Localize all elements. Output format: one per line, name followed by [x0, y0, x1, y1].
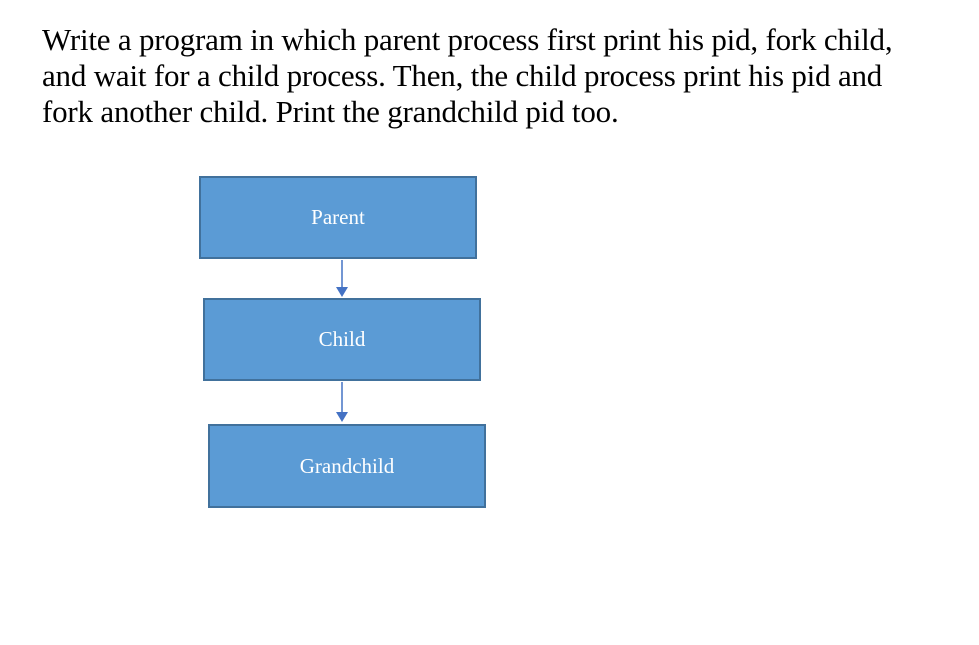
- grandchild-node: [208, 424, 486, 508]
- prompt-line-2: and wait for a child process. Then, the child process print his pid and: [42, 58, 883, 93]
- prompt-line-1: Write a program in which parent process first print his pid, fork child,: [42, 22, 893, 57]
- prompt-line-3: fork another child. Print the grandchild pid too.: [42, 94, 619, 129]
- child-node: [203, 298, 481, 381]
- child-node-label: Child: [318, 327, 366, 351]
- arrow-parent-to-child: [336, 260, 348, 297]
- prompt-text: [42, 22, 962, 130]
- parent-node: [199, 176, 477, 259]
- parent-node-label: Parent: [311, 205, 365, 229]
- grandchild-node-label: Grandchild: [299, 453, 395, 478]
- arrow-child-to-grandchild: [336, 382, 348, 422]
